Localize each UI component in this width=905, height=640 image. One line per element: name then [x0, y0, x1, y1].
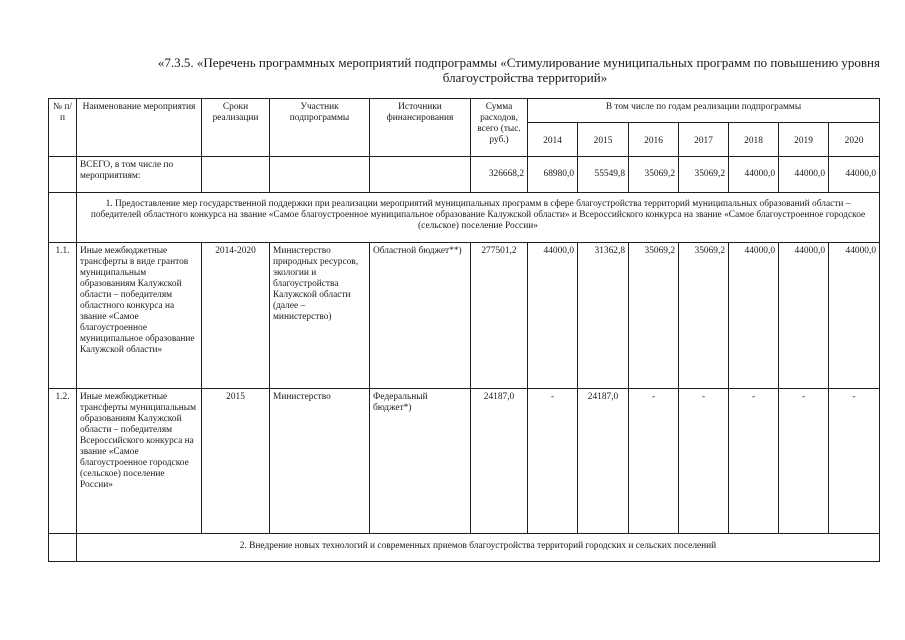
total-2014: 68980,0 [528, 157, 578, 193]
row-source: Федеральный бюджет*) [370, 389, 471, 534]
total-2019: 44000,0 [779, 157, 829, 193]
year-2020: 2020 [829, 123, 880, 157]
year-2019: 2019 [779, 123, 829, 157]
row-source: Областной бюджет**) [370, 243, 471, 389]
year-2014: 2014 [528, 123, 578, 157]
header-terms: Сроки реализации [202, 99, 270, 157]
total-label: ВСЕГО, в том числе по мероприятиям: [77, 157, 202, 193]
row-total: 24187,0 [471, 389, 528, 534]
header-num: № п/п [49, 99, 77, 157]
total-2020: 44000,0 [829, 157, 880, 193]
row-value-2018: - [729, 389, 779, 534]
row-value-2017: 35069,2 [679, 243, 729, 389]
row-name: Иные межбюджетные трансферты муниципальным образованиям Калужской области – победителям Всероссийского конкурса на звание «Самое благоустроенное городское (сельское) поселение России» [77, 389, 202, 534]
year-2017: 2017 [679, 123, 729, 157]
total-2016: 35069,2 [629, 157, 679, 193]
row-terms: 2015 [202, 389, 270, 534]
title-line-1: «7.3.5. «Перечень программных мероприятий подпрограммы «Стимулирование муниципальных программ по повышению уровня [157, 55, 880, 70]
total-2015: 55549,8 [578, 157, 629, 193]
header-row [49, 99, 880, 123]
year-2016: 2016 [629, 123, 679, 157]
header-by-years: В том числе по годам реализации подпрограммы [528, 99, 880, 123]
document-title [40, 55, 880, 85]
row-value-2015: 24187,0 [578, 389, 629, 534]
section-1-row [49, 193, 880, 243]
row-number: 1.1. [49, 243, 77, 389]
row-value-2020: 44000,0 [829, 243, 880, 389]
year-2018: 2018 [729, 123, 779, 157]
row-terms: 2014-2020 [202, 243, 270, 389]
row-value-2016: 35069,2 [629, 243, 679, 389]
total-2018: 44000,0 [729, 157, 779, 193]
row-participant: Министерство [270, 389, 370, 534]
row-value-2018: 44000,0 [729, 243, 779, 389]
year-2015: 2015 [578, 123, 629, 157]
row-number: 1.2. [49, 389, 77, 534]
header-total: Сумма расходов, всего (тыс. руб.) [471, 99, 528, 157]
section-2-row [49, 534, 880, 562]
total-2017: 35069,2 [679, 157, 729, 193]
row-value-2014: 44000,0 [528, 243, 578, 389]
row-value-2014: - [528, 389, 578, 534]
title-line-2: благоустройства территорий» [442, 70, 608, 85]
section-2-heading: 2. Внедрение новых технологий и современных приемов благоустройства территорий городских и сельских поселений [77, 534, 880, 562]
row-value-2020: - [829, 389, 880, 534]
row-name: Иные межбюджетные трансферты в виде грантов муниципальным образованиям Калужской области – победителям областного конкурса на звание «Самое благоустроенное муниципальное образование Калужской области» [77, 243, 202, 389]
table-row [49, 243, 880, 389]
total-sum: 326668,2 [471, 157, 528, 193]
row-value-2015: 31362,8 [578, 243, 629, 389]
section-1-heading: 1. Предоставление мер государственной поддержки при реализации мероприятий муниципальных программ в сфере благоустройства территорий муниципальных образований области – победителей областного конкурса на звание «Самое благоустроенное муниципальное образование Калужской области» и Всероссийского конкурса на звание «Самое благоустроенное городское (сельское) поселение России» [77, 193, 880, 243]
measures-table [48, 98, 880, 562]
header-participant: Участник подпрограммы [270, 99, 370, 157]
row-total: 277501,2 [471, 243, 528, 389]
row-value-2019: - [779, 389, 829, 534]
row-value-2017: - [679, 389, 729, 534]
header-name: Наименование мероприятия [77, 99, 202, 157]
header-sources: Источники финансирования [370, 99, 471, 157]
row-value-2016: - [629, 389, 679, 534]
table-row [49, 389, 880, 534]
row-participant: Министерство природных ресурсов, экологии и благоустройства Калужской области (далее – министерство) [270, 243, 370, 389]
row-value-2019: 44000,0 [779, 243, 829, 389]
total-row [49, 157, 880, 193]
